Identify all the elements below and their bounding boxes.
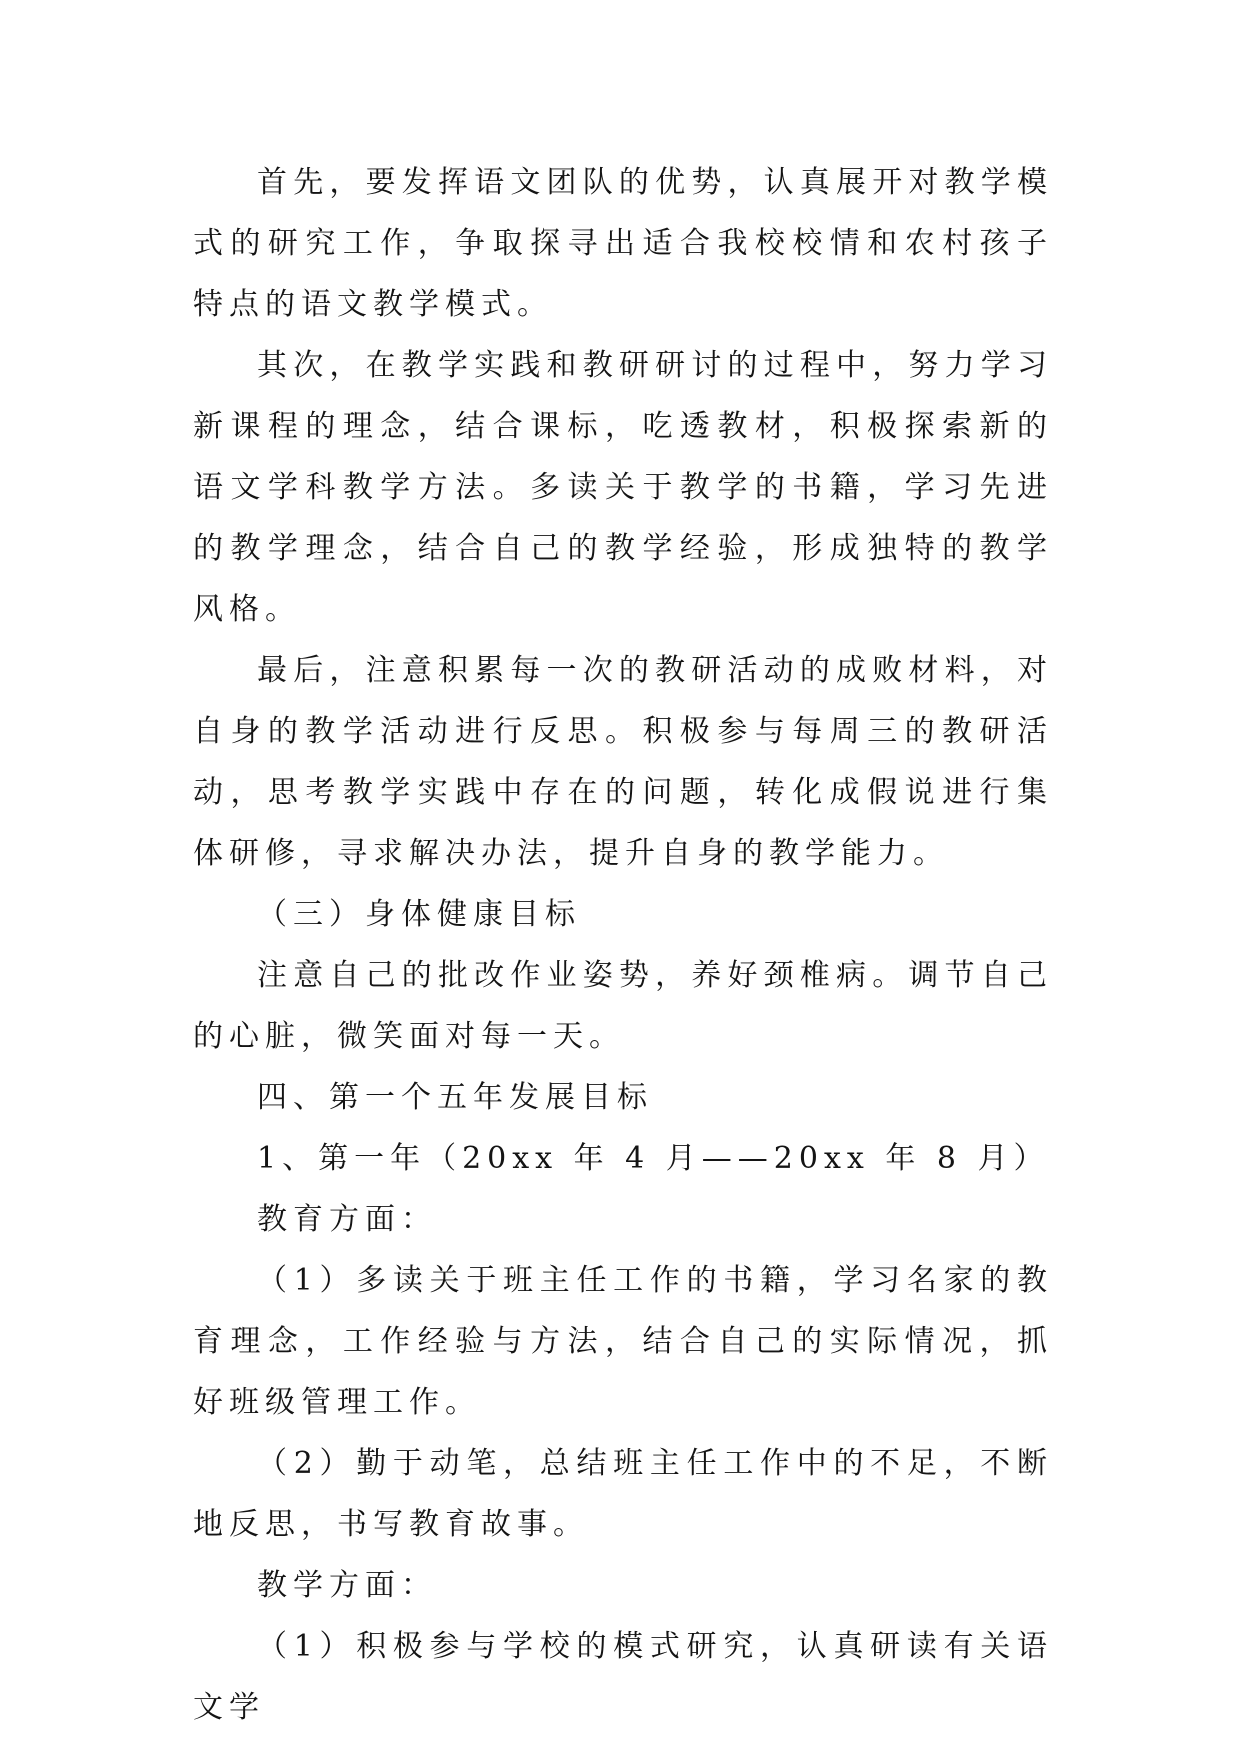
paragraph-teaching-model: 首先，要发挥语文团队的优势，认真展开对教学模式的研究工作，争取探寻出适合我校校情和农村孩子特点的语文教学模式。: [193, 165, 1053, 322]
paragraph-health-goal: 注意自己的批改作业姿势，养好颈椎病。调节自己的心脏，微笑面对每一天。: [193, 958, 1053, 1054]
label-education: 教育方面：: [257, 1202, 437, 1237]
list-item-teaching-1: （1）积极参与学校的模式研究，认真研读有关语文学: [193, 1629, 1053, 1725]
list-item-education-2: （2）勤于动笔，总结班主任工作中的不足，不断地反思，书写教育故事。: [193, 1446, 1053, 1542]
list-item-education-1: （1）多读关于班主任工作的书籍，学习名家的教育理念，工作经验与方法，结合自己的实际情况，抓好班级管理工作。: [193, 1263, 1053, 1420]
paragraph-new-curriculum: 其次，在教学实践和教研研讨的过程中，努力学习新课程的理念，结合课标，吃透教材，积极探索新的语文学科教学方法。多读关于教学的书籍，学习先进的教学理念，结合自己的教学经验，形成独特的教学风格。: [193, 348, 1053, 627]
subheading-first-year: 1、第一年（20xx 年 4 月——20xx 年 8 月）: [257, 1141, 1050, 1176]
section-heading-five-year: 四、第一个五年发展目标: [257, 1080, 653, 1115]
document-body: [193, 152, 1053, 1738]
paragraph-reflection: 最后，注意积累每一次的教研活动的成败材料，对自身的教学活动进行反思。积极参与每周三的教研活动，思考教学实践中存在的问题，转化成假说进行集体研修，寻求解决办法，提升自身的教学能力。: [193, 653, 1053, 871]
label-teaching: 教学方面：: [257, 1568, 437, 1603]
section-heading-health: （三）身体健康目标: [257, 897, 581, 932]
